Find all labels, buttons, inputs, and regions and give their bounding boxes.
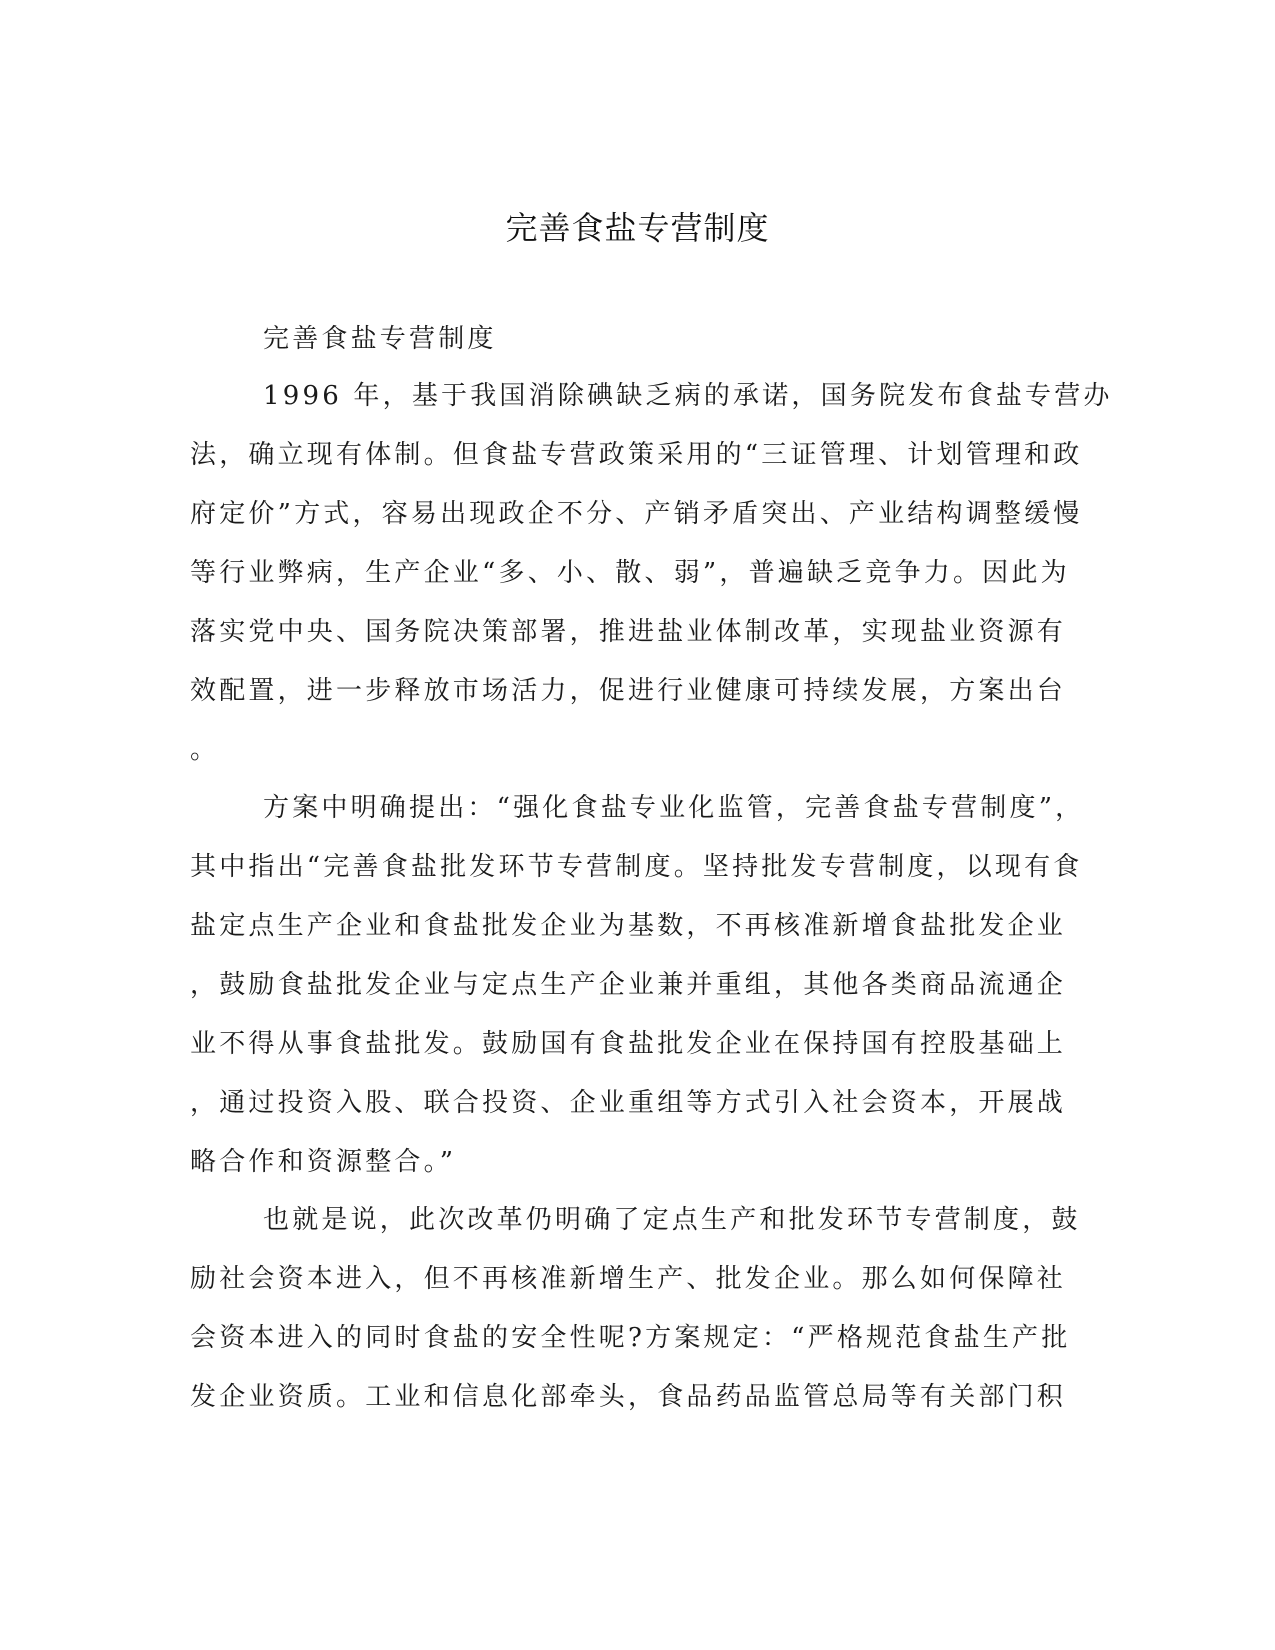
paragraph-line: 效配置，进一步释放市场活力，促进行业健康可持续发展，方案出台 (190, 676, 1067, 706)
paragraph-line: 府定价”方式，容易出现政企不分、产销矛盾突出、产业结构调整缓慢 (190, 499, 1083, 529)
paragraph-line: 等行业弊病，生产企业“多、小、散、弱”，普遍缺乏竞争力。因此为 (190, 558, 1070, 588)
paragraph-line: 略合作和资源整合。” (190, 1147, 457, 1177)
paragraph-line: ，鼓励食盐批发企业与定点生产企业兼并重组，其他各类商品流通企 (190, 970, 1067, 1000)
paragraph-line: 方案中明确提出：“强化食盐专业化监管，完善食盐专营制度”， (263, 793, 1085, 823)
document-title: 完善食盐专营制度 (505, 209, 770, 247)
paragraph-line: 法，确立现有体制。但食盐专营政策采用的“三证管理、计划管理和政 (190, 440, 1083, 470)
paragraph-line: 。 (190, 735, 220, 765)
paragraph-line: 落实党中央、国务院决策部署，推进盐业体制改革，实现盐业资源有 (190, 617, 1067, 647)
paragraph-line: 盐定点生产企业和食盐批发企业为基数，不再核准新增食盐批发企业 (190, 911, 1067, 941)
paragraph-line: 1996 年，基于我国消除碘缺乏病的承诺，国务院发布食盐专营办 (263, 381, 1113, 411)
paragraph-line: 其中指出“完善食盐批发环节专营制度。坚持批发专营制度，以现有食 (190, 852, 1083, 882)
paragraph-line: 完善食盐专营制度 (263, 324, 497, 354)
paragraph-line: 发企业资质。工业和信息化部牵头，食品药品监管总局等有关部门积 (190, 1382, 1067, 1412)
paragraph-line: 业不得从事食盐批发。鼓励国有食盐批发企业在保持国有控股基础上 (190, 1029, 1067, 1059)
paragraph-line: ，通过投资入股、联合投资、企业重组等方式引入社会资本，开展战 (190, 1088, 1067, 1118)
paragraph-line: 也就是说，此次改革仍明确了定点生产和批发环节专营制度，鼓 (263, 1205, 1081, 1235)
paragraph-line: 励社会资本进入，但不再核准新增生产、批发企业。那么如何保障社 (190, 1264, 1067, 1294)
paragraph-line: 会资本进入的同时食盐的安全性呢?方案规定：“严格规范食盐生产批 (190, 1323, 1071, 1353)
